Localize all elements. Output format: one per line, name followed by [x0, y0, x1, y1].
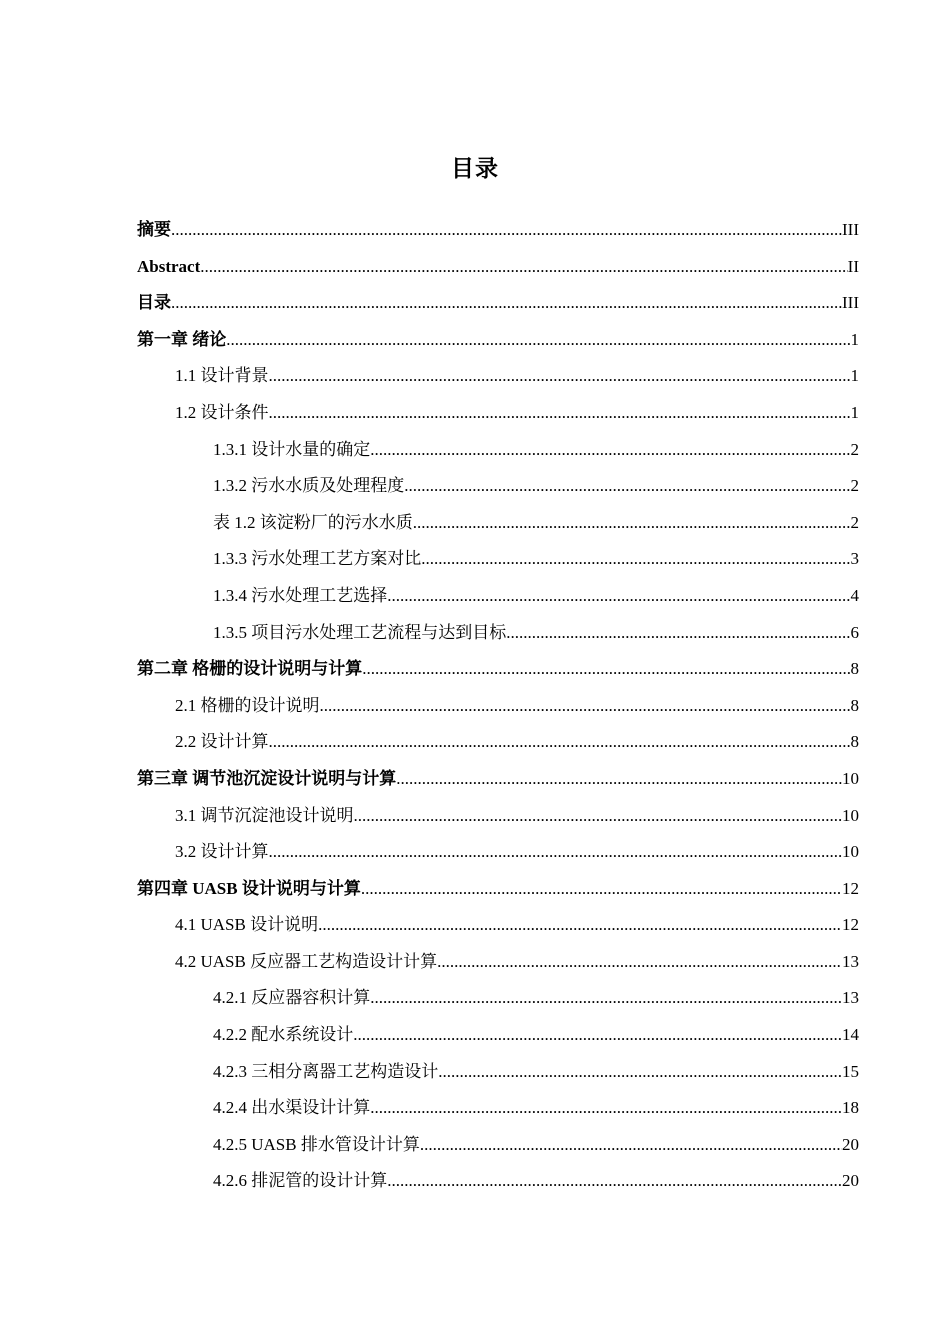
toc-entry[interactable]	[137, 1163, 859, 1200]
toc-page-number: 3	[850, 549, 859, 569]
toc-dot-leader	[269, 358, 851, 395]
toc-entry-label: 1.3.3 污水处理工艺方案对比	[213, 549, 422, 569]
toc-page-number: 1	[850, 366, 859, 386]
toc-dot-leader	[404, 468, 850, 505]
toc-page-number: 2	[850, 476, 859, 496]
toc-page-number: III	[842, 220, 859, 239]
toc-entry[interactable]	[137, 468, 859, 505]
toc-entry[interactable]	[137, 798, 859, 835]
toc-page-number: 14	[842, 1025, 859, 1045]
toc-entry-label: 第四章 UASB 设计说明与计算	[137, 878, 361, 898]
toc-entry-label: 第三章 调节池沉淀设计说明与计算	[137, 768, 397, 788]
toc-entry[interactable]	[137, 907, 859, 944]
toc-page-number: 8	[850, 695, 859, 715]
toc-entry[interactable]	[137, 1017, 859, 1054]
toc-dot-leader	[421, 541, 850, 578]
toc-dot-leader	[370, 432, 850, 469]
toc-page-number: 10	[842, 805, 859, 825]
table-of-contents	[137, 212, 859, 1200]
toc-entry[interactable]	[137, 980, 859, 1017]
toc-entry[interactable]	[137, 358, 859, 395]
toc-dot-leader	[396, 761, 842, 798]
toc-page-number: 8	[850, 659, 859, 679]
toc-entry-label: 1.1 设计背景	[175, 366, 269, 386]
toc-page-number: 20	[842, 1134, 859, 1154]
toc-dot-leader	[413, 505, 851, 542]
toc-dot-leader	[200, 249, 847, 286]
toc-page-number: 4	[850, 585, 859, 605]
toc-entry[interactable]	[137, 285, 859, 322]
toc-entry-label: 4.2.5 UASB 排水管设计计算	[213, 1134, 420, 1154]
toc-entry-label: 1.3.4 污水处理工艺选择	[213, 585, 388, 605]
toc-page-number: 1	[850, 329, 859, 349]
toc-entry[interactable]	[137, 944, 859, 981]
toc-page-number: 1	[850, 402, 859, 422]
toc-dot-leader	[353, 1017, 842, 1054]
toc-entry-label: 3.1 调节沉淀池设计说明	[175, 805, 354, 825]
toc-page-number: 10	[842, 842, 859, 862]
toc-page-number: 6	[850, 622, 859, 642]
toc-entry[interactable]	[137, 249, 859, 286]
toc-dot-leader	[320, 688, 851, 725]
toc-dot-leader	[437, 944, 842, 981]
toc-entry-label: 1.3.5 项目污水处理工艺流程与达到目标	[213, 622, 507, 642]
toc-entry[interactable]	[137, 724, 859, 761]
toc-page-number: 20	[842, 1171, 859, 1191]
toc-page-number: 8	[850, 732, 859, 752]
toc-dot-leader	[506, 615, 850, 652]
toc-dot-leader	[362, 651, 850, 688]
toc-page-number: 12	[842, 915, 859, 935]
toc-entry-label: 4.2.3 三相分离器工艺构造设计	[213, 1061, 439, 1081]
toc-entry-label: 4.2.4 出水渠设计计算	[213, 1098, 371, 1118]
toc-entry[interactable]	[137, 615, 859, 652]
toc-dot-leader	[370, 1090, 842, 1127]
toc-entry-label: 1.3.1 设计水量的确定	[213, 439, 371, 459]
toc-entry-label: 目录	[137, 293, 171, 313]
toc-dot-leader	[387, 1163, 842, 1200]
toc-dot-leader	[318, 907, 842, 944]
toc-page-number: 10	[842, 768, 859, 788]
toc-entry[interactable]	[137, 395, 859, 432]
toc-dot-leader	[269, 395, 851, 432]
toc-entry[interactable]	[137, 871, 859, 908]
toc-page-number: 15	[842, 1061, 859, 1081]
toc-entry-label: 2.2 设计计算	[175, 732, 269, 752]
toc-entry[interactable]	[137, 761, 859, 798]
toc-dot-leader	[269, 834, 843, 871]
toc-entry[interactable]	[137, 505, 859, 542]
toc-entry[interactable]	[137, 578, 859, 615]
toc-entry-label: 4.2.6 排泥管的设计计算	[213, 1171, 388, 1191]
toc-entry[interactable]	[137, 688, 859, 725]
toc-entry-label: 1.2 设计条件	[175, 402, 269, 422]
toc-entry-label: 1.3.2 污水水质及处理程度	[213, 476, 405, 496]
toc-entry-label: 表 1.2 该淀粉厂的污水水质	[213, 512, 413, 532]
toc-entry-label: 4.2.1 反应器容积计算	[213, 988, 371, 1008]
toc-dot-leader	[171, 212, 842, 249]
toc-entry-label: Abstract	[137, 256, 201, 276]
toc-entry-label: 第二章 格栅的设计说明与计算	[137, 659, 363, 679]
toc-dot-leader	[171, 285, 842, 322]
toc-entry-label: 3.2 设计计算	[175, 842, 269, 862]
toc-page-number: 12	[842, 878, 859, 898]
toc-page-number: 18	[842, 1098, 859, 1118]
toc-dot-leader	[370, 980, 842, 1017]
toc-page-number: II	[847, 256, 859, 276]
page-title: 目录	[451, 156, 499, 181]
toc-entry[interactable]	[137, 212, 859, 249]
toc-dot-leader	[387, 578, 850, 615]
toc-entry[interactable]	[137, 432, 859, 469]
toc-dot-leader	[361, 871, 842, 908]
toc-entry[interactable]	[137, 1090, 859, 1127]
toc-dot-leader	[226, 322, 850, 359]
toc-entry-label: 第一章 绪论	[137, 329, 227, 349]
toc-entry[interactable]	[137, 541, 859, 578]
toc-entry[interactable]	[137, 1127, 859, 1164]
toc-entry[interactable]	[137, 651, 859, 688]
toc-page-number: 2	[850, 439, 859, 459]
toc-dot-leader	[438, 1054, 842, 1091]
toc-page-number: 2	[850, 512, 859, 532]
toc-page-number: 13	[842, 951, 859, 971]
toc-dot-leader	[354, 798, 843, 835]
toc-entry-label: 摘要	[137, 220, 171, 239]
toc-dot-leader	[269, 724, 851, 761]
toc-dot-leader	[420, 1127, 842, 1164]
toc-page-number: III	[842, 293, 859, 313]
toc-entry[interactable]	[137, 1054, 859, 1091]
toc-entry-label: 4.2 UASB 反应器工艺构造设计计算	[175, 951, 438, 971]
toc-page-number: 13	[842, 988, 859, 1008]
toc-entry-label: 4.1 UASB 设计说明	[175, 915, 319, 935]
toc-entry-label: 2.1 格栅的设计说明	[175, 695, 320, 715]
toc-entry[interactable]	[137, 834, 859, 871]
toc-entry-label: 4.2.2 配水系统设计	[213, 1025, 354, 1045]
toc-entry[interactable]	[137, 322, 859, 359]
